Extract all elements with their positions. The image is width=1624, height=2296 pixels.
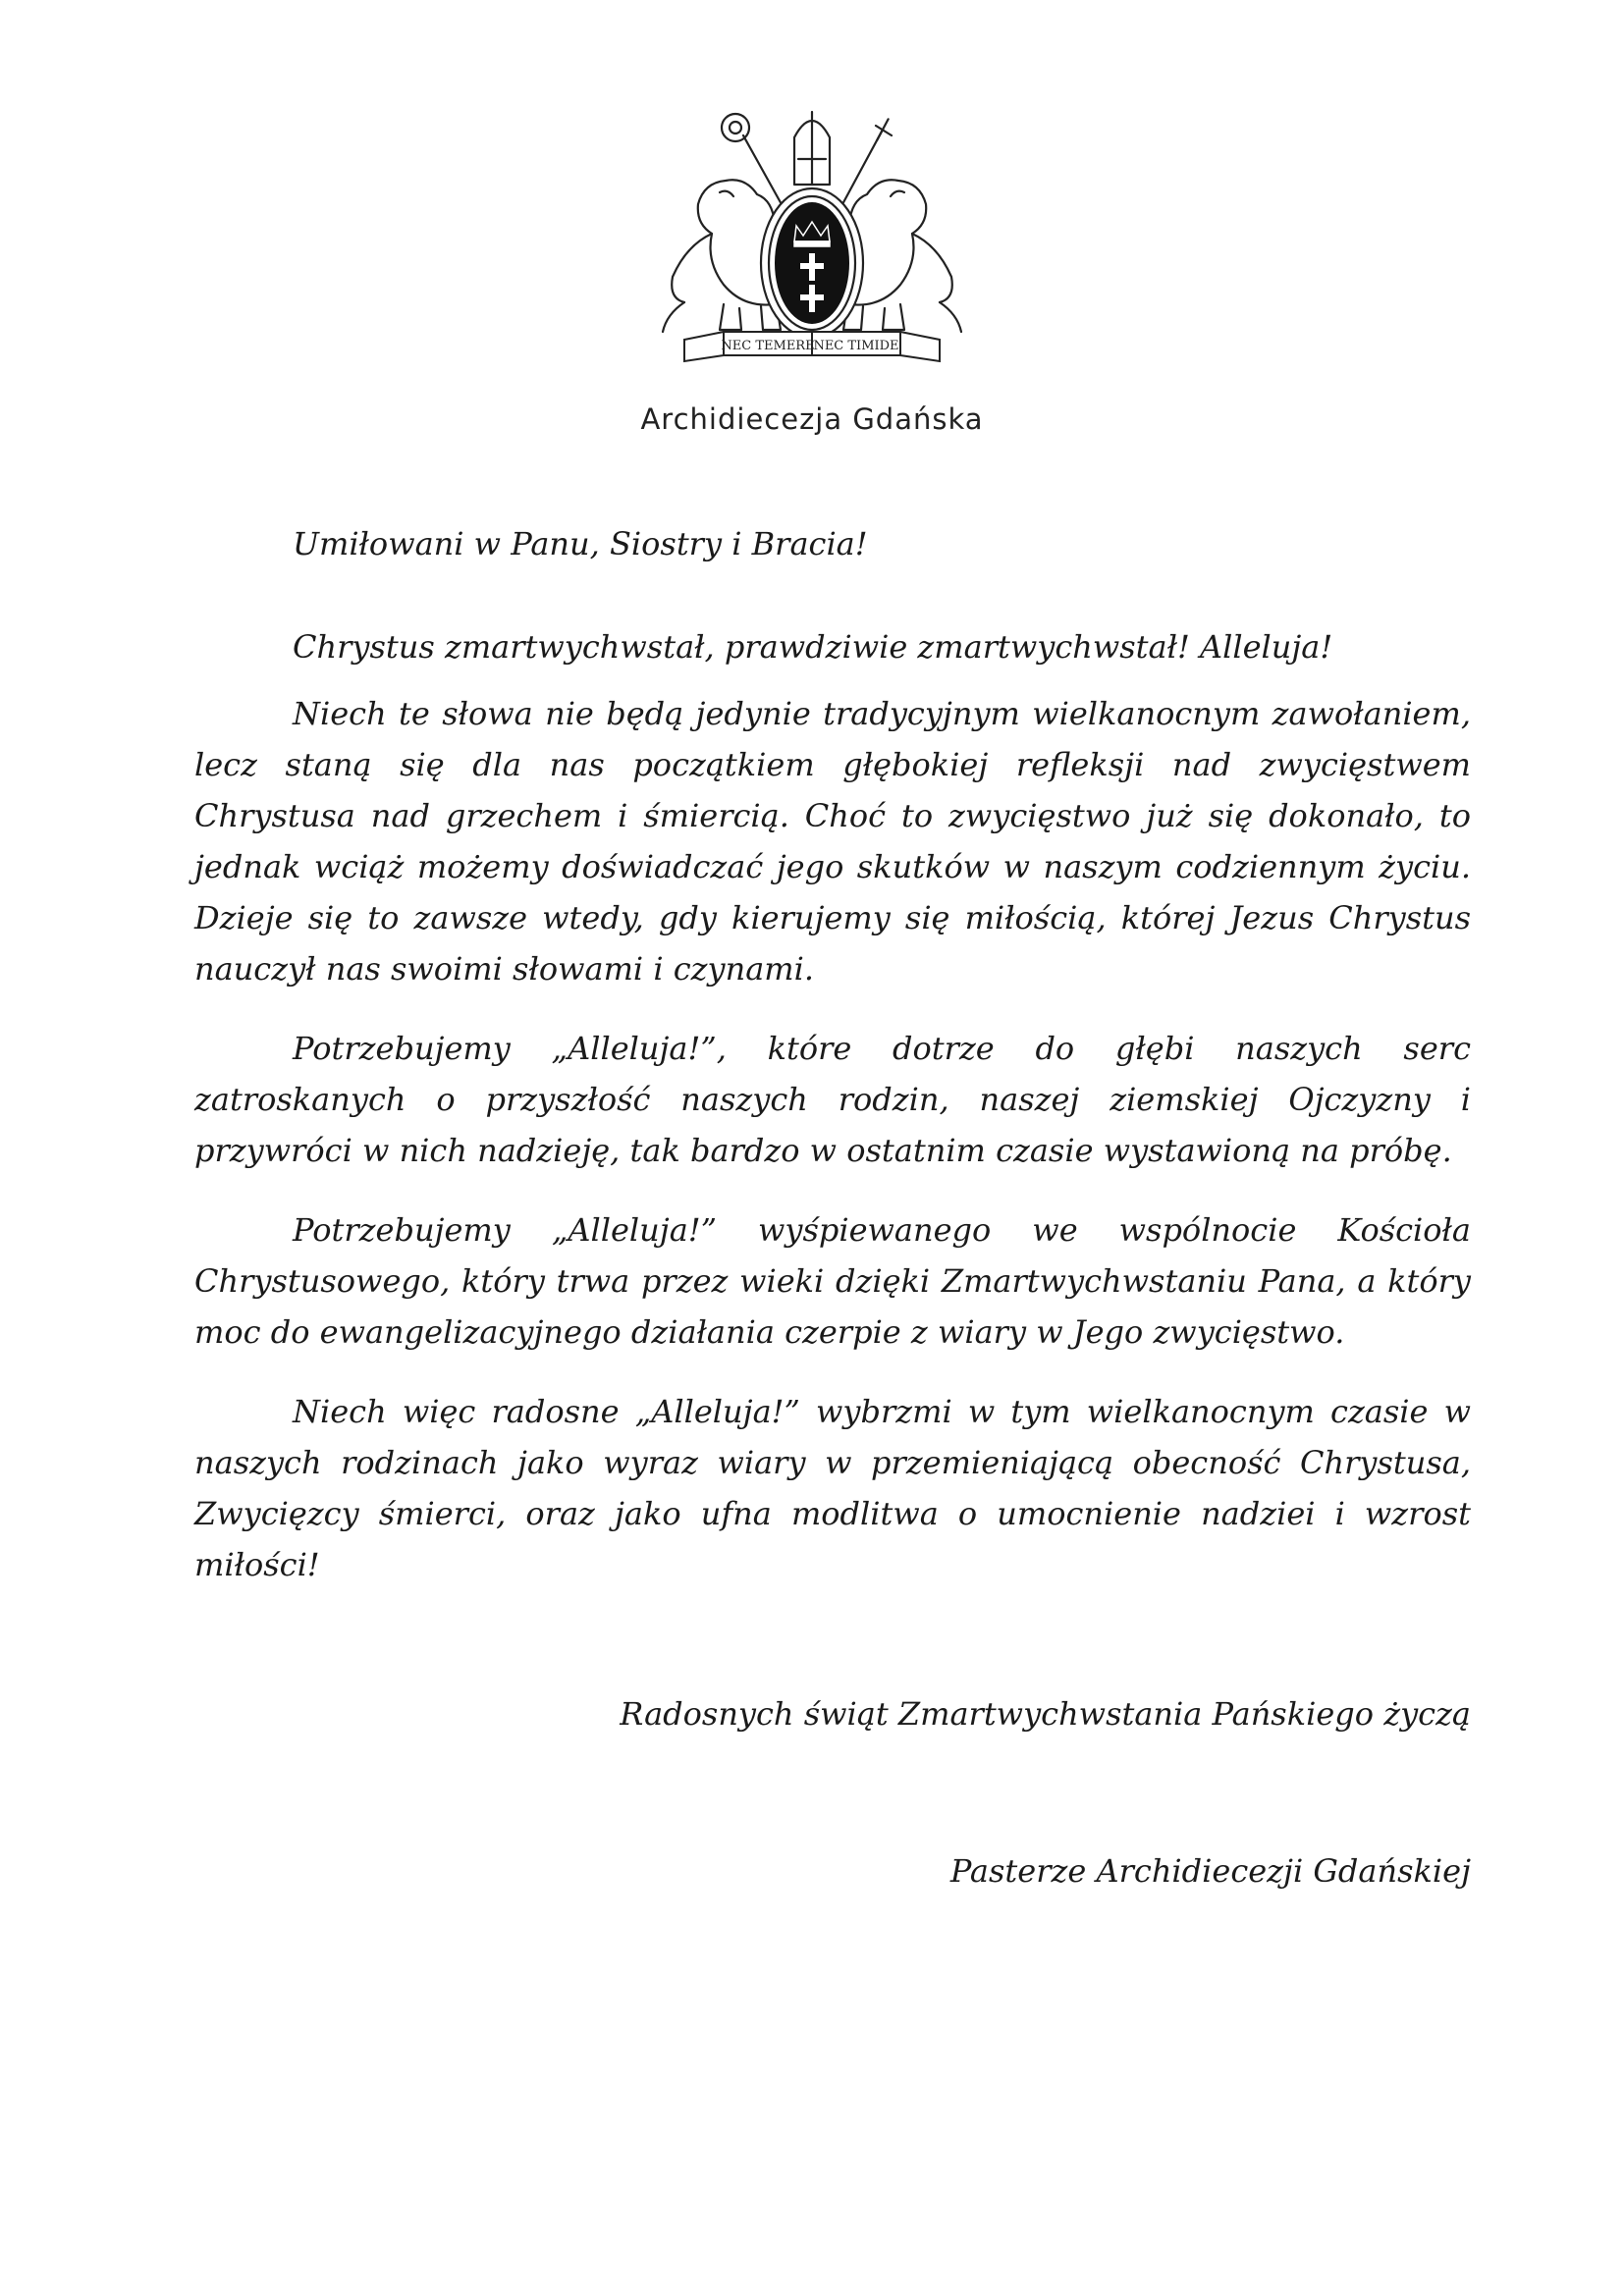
letter-body: [194, 518, 1471, 1896]
motto-right: NEC TIMIDE: [813, 339, 899, 353]
letter-greeting: Umiłowani w Panu, Siostry i Bracia!: [293, 525, 868, 562]
paragraph-2: Potrzebujemy „Alleluja!”, które dotrze do głębi naszych serc zatroskanych o przyszłość naszych rodzin, naszej ziemskiej Ojczyzny i przywróci w nich nadzieję, tak bardzo w ostatnim czasie wystawioną na próbę.: [194, 1030, 1471, 1169]
paragraph-4: Niech więc radosne „Alleluja!” wybrzmi w tym wielkanocnym czasie w naszych rodzinach jako wyraz wiary w przemieniającą obecność Chrystusa, Zwycięzcy śmierci, oraz jako ufna modlitwa o umocnienie nadziei i wzrost miłości!: [194, 1393, 1471, 1583]
letterhead: [0, 98, 1624, 436]
organization-name: Archidiecezja Gdańska: [640, 402, 984, 436]
paragraph-3: Potrzebujemy „Alleluja!” wyśpiewanego we wspólnocie Kościoła Chrystusowego, który trwa przez wieki dzięki Zmartwychwstaniu Pana, a który moc do ewangelizacyjnego działania czerpie z wiary w Jego zwycięstwo.: [194, 1211, 1471, 1351]
letter-closing: Radosnych świąt Zmartwychwstania Pańskiego życzą: [620, 1695, 1471, 1733]
motto-left: NEC TEMERE: [721, 339, 815, 353]
paragraph-1: Niech te słowa nie będą jedynie tradycyjnym wielkanocnym zawołaniem, lecz staną się dla nas początkiem głębokiej refleksji nad zwycięstwem Chrystusa nad grzechem i śmiercią. Choć to zwycięstwo już się dokonało, to jednak wciąż możemy doświadczać jego skutków w naszym codziennym życiu. Dzieje się to zawsze wtedy, gdy kierujemy się miłością, której Jezus Chrystus nauczył nas swoimi słowami i czynami.: [194, 695, 1471, 988]
letter-signature: Pasterze Archidiecezji Gdańskiej: [949, 1852, 1471, 1890]
easter-exclamation: Chrystus zmartwychwstał, prawdziwie zmartwychwstał! Alleluja!: [293, 628, 1333, 666]
coat-of-arms-icon: [625, 98, 999, 383]
